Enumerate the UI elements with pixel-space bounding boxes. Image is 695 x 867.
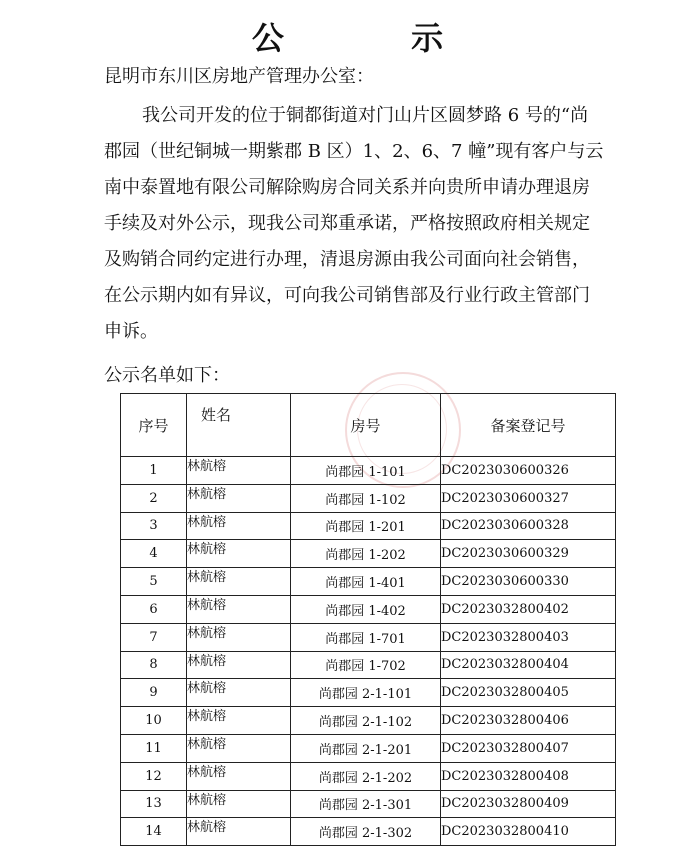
table-row xyxy=(121,651,616,679)
cell-seq: 7 xyxy=(121,623,187,651)
cell-seq: 11 xyxy=(121,734,187,762)
header-seq: 序号 xyxy=(121,394,187,457)
cell-name: 林航榕 xyxy=(187,540,291,568)
cell-seq: 3 xyxy=(121,512,187,540)
cell-name: 林航榕 xyxy=(187,568,291,596)
cell-seq: 6 xyxy=(121,595,187,623)
cell-room: 尚郡园 2-1-301 xyxy=(291,790,441,818)
table-row xyxy=(121,595,616,623)
cell-name: 林航榕 xyxy=(187,595,291,623)
cell-name: 林航榕 xyxy=(187,651,291,679)
disclosure-table xyxy=(120,393,616,846)
cell-room: 尚郡园 1-401 xyxy=(291,568,441,596)
cell-name: 林航榕 xyxy=(187,679,291,707)
table-row xyxy=(121,679,616,707)
table-row xyxy=(121,512,616,540)
cell-seq: 13 xyxy=(121,790,187,818)
cell-room: 尚郡园 2-1-101 xyxy=(291,679,441,707)
list-intro: 公示名单如下： xyxy=(104,365,230,386)
header-registration: 备案登记号 xyxy=(441,394,616,457)
table-row xyxy=(121,568,616,596)
cell-room: 尚郡园 1-702 xyxy=(291,651,441,679)
body-line: 手续及对外公示，现我公司郑重承诺，严格按照政府相关规定 xyxy=(104,213,590,234)
cell-registration: DC2023032800408 xyxy=(441,762,616,790)
table-row xyxy=(121,623,616,651)
body-line: 郡园（世纪铜城一期紫郡 B 区）1、2、6、7 幢”现有客户与云 xyxy=(104,141,604,162)
table-row xyxy=(121,818,616,846)
table-row xyxy=(121,457,616,485)
table-row xyxy=(121,540,616,568)
cell-registration: DC2023032800406 xyxy=(441,707,616,735)
cell-name: 林航榕 xyxy=(187,790,291,818)
body-line: 及购销合同约定进行办理，清退房源由我公司面向社会销售， xyxy=(104,249,590,270)
cell-seq: 1 xyxy=(121,457,187,485)
table-row xyxy=(121,762,616,790)
cell-registration: DC2023032800405 xyxy=(441,679,616,707)
cell-registration: DC2023030600329 xyxy=(441,540,616,568)
cell-name: 林航榕 xyxy=(187,762,291,790)
document-title: 公 示 xyxy=(251,19,502,57)
cell-room: 尚郡园 2-1-102 xyxy=(291,707,441,735)
body-paragraph xyxy=(104,98,604,350)
cell-room: 尚郡园 2-1-201 xyxy=(291,734,441,762)
cell-name: 林航榕 xyxy=(187,484,291,512)
cell-room: 尚郡园 1-102 xyxy=(291,484,441,512)
table-row xyxy=(121,790,616,818)
table-row xyxy=(121,707,616,735)
body-line: 申诉。 xyxy=(104,321,158,342)
cell-name: 林航榕 xyxy=(187,734,291,762)
cell-registration: DC2023032800410 xyxy=(441,818,616,846)
body-line: 我公司开发的位于铜都街道对门山片区圆梦路 6 号的“尚 xyxy=(142,105,589,126)
cell-room: 尚郡园 1-701 xyxy=(291,623,441,651)
cell-seq: 2 xyxy=(121,484,187,512)
cell-registration: DC2023030600328 xyxy=(441,512,616,540)
cell-registration: DC2023032800404 xyxy=(441,651,616,679)
cell-registration: DC2023030600327 xyxy=(441,484,616,512)
cell-name: 林航榕 xyxy=(187,457,291,485)
header-name: 姓名 xyxy=(187,394,291,457)
cell-registration: DC2023032800402 xyxy=(441,595,616,623)
cell-room: 尚郡园 2-1-202 xyxy=(291,762,441,790)
cell-name: 林航榕 xyxy=(187,512,291,540)
cell-name: 林航榕 xyxy=(187,818,291,846)
cell-room: 尚郡园 1-402 xyxy=(291,595,441,623)
cell-registration: DC2023032800409 xyxy=(441,790,616,818)
cell-room: 尚郡园 1-201 xyxy=(291,512,441,540)
cell-seq: 8 xyxy=(121,651,187,679)
table-row xyxy=(121,484,616,512)
cell-registration: DC2023030600326 xyxy=(441,457,616,485)
cell-seq: 9 xyxy=(121,679,187,707)
cell-room: 尚郡园 1-101 xyxy=(291,457,441,485)
table-header-row xyxy=(121,394,616,457)
cell-seq: 10 xyxy=(121,707,187,735)
cell-name: 林航榕 xyxy=(187,707,291,735)
cell-room: 尚郡园 1-202 xyxy=(291,540,441,568)
cell-name: 林航榕 xyxy=(187,623,291,651)
body-line: 在公示期内如有异议，可向我公司销售部及行业行政主管部门 xyxy=(104,285,590,306)
cell-seq: 5 xyxy=(121,568,187,596)
cell-seq: 12 xyxy=(121,762,187,790)
cell-registration: DC2023030600330 xyxy=(441,568,616,596)
cell-registration: DC2023032800407 xyxy=(441,734,616,762)
body-line: 南中泰置地有限公司解除购房合同关系并向贵所申请办理退房 xyxy=(104,177,590,198)
cell-seq: 4 xyxy=(121,540,187,568)
cell-seq: 14 xyxy=(121,818,187,846)
header-room: 房号 xyxy=(291,394,441,457)
addressee: 昆明市东川区房地产管理办公室： xyxy=(104,66,374,87)
cell-room: 尚郡园 2-1-302 xyxy=(291,818,441,846)
table-row xyxy=(121,734,616,762)
cell-registration: DC2023032800403 xyxy=(441,623,616,651)
